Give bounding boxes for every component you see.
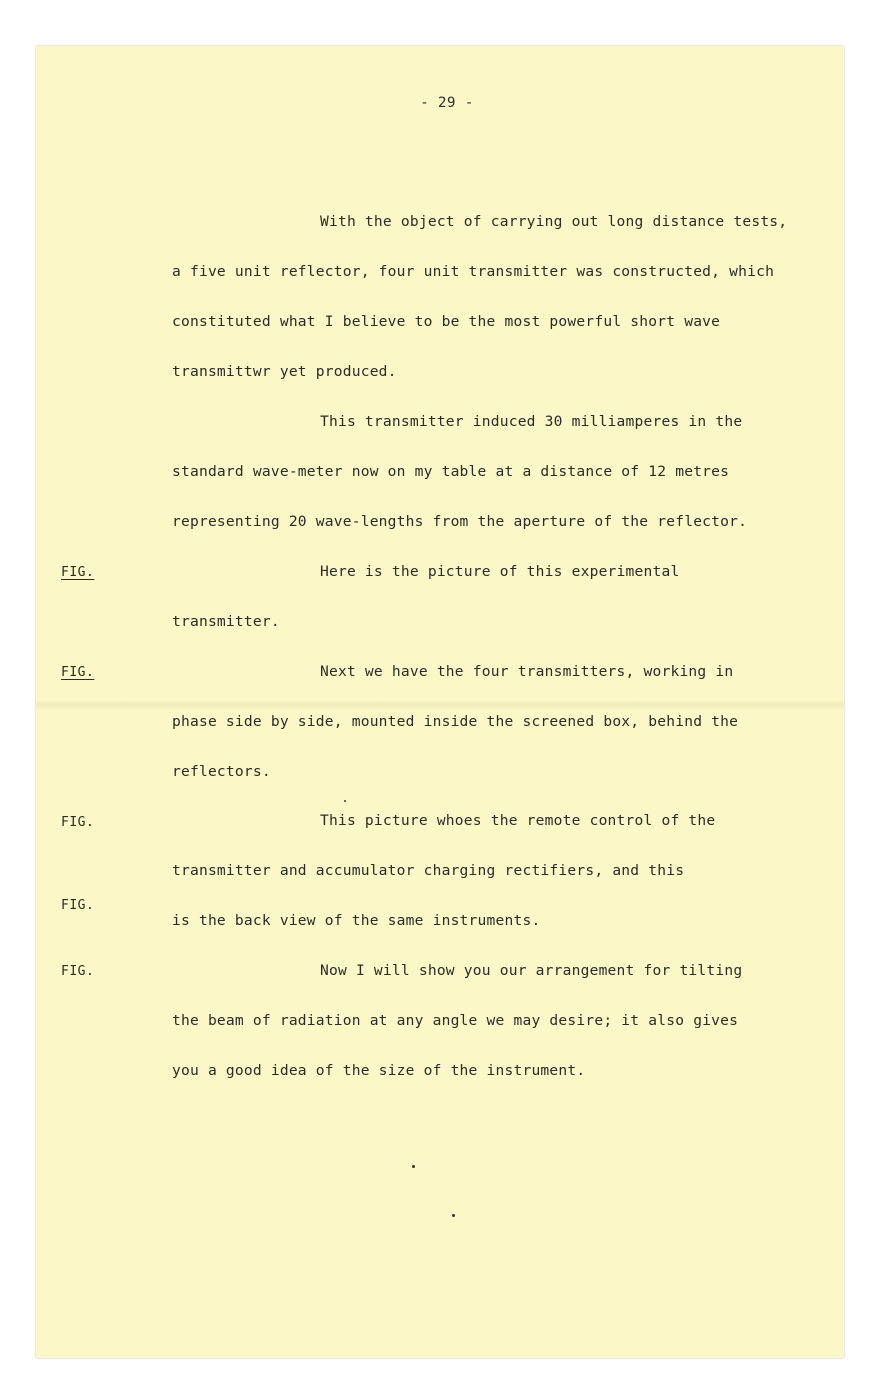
text-line: phase side by side, mounted inside the screened box, behind the — [172, 713, 739, 730]
text-line: reflectors. — [172, 763, 271, 780]
page-number: - 29 - — [420, 95, 474, 111]
text-line: a five unit reflector, four unit transmitter was constructed, which — [172, 263, 775, 280]
text-line: standard wave-meter now on my table at a distance of 12 metres — [172, 463, 730, 480]
text-line: constituted what I believe to be the most powerful short wave — [172, 313, 721, 330]
text-line: transmittwr yet produced. — [172, 363, 397, 380]
text-line: transmitter. — [172, 613, 280, 630]
text-line: This transmitter induced 30 milliamperes in the — [320, 413, 743, 430]
paper-speck — [452, 1214, 455, 1217]
paper-speck — [344, 800, 346, 802]
document-page — [36, 46, 844, 1358]
text-line: Here is the picture of this experimental — [320, 563, 680, 580]
margin-note-fig: FIG. — [61, 665, 95, 680]
text-line: is the back view of the same instruments. — [172, 912, 541, 929]
text-line: This picture whoes the remote control of the — [320, 812, 716, 829]
text-line: you a good idea of the size of the instrument. — [172, 1062, 586, 1079]
text-line: Now I will show you our arrangement for tilting — [320, 962, 743, 979]
margin-note-fig: FIG. — [61, 815, 95, 830]
margin-note-fig: FIG. — [61, 565, 95, 580]
text-line: With the object of carrying out long distance tests, — [320, 213, 788, 230]
margin-note-fig: FIG. — [61, 898, 95, 913]
text-line: the beam of radiation at any angle we may desire; it also gives — [172, 1012, 739, 1029]
text-line: Next we have the four transmitters, working in — [320, 663, 734, 680]
paper-speck — [412, 1165, 415, 1168]
paper-fold — [36, 700, 844, 710]
text-line: representing 20 wave-lengths from the aperture of the reflector. — [172, 513, 748, 530]
text-line: transmitter and accumulator charging rectifiers, and this — [172, 862, 685, 879]
margin-note-fig: FIG. — [61, 964, 95, 979]
